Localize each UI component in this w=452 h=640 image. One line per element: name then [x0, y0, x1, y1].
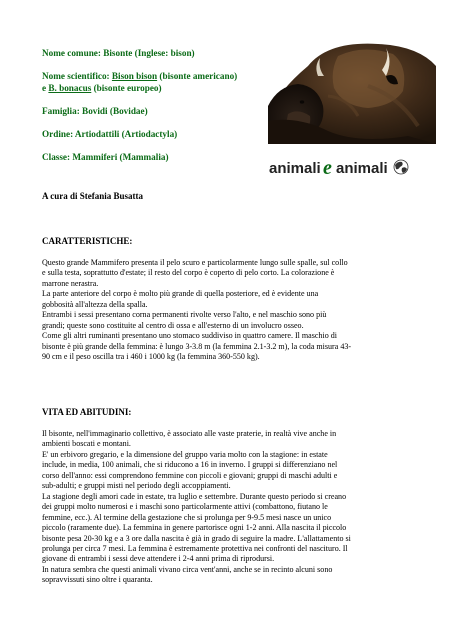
- family: Famiglia: Bovidi (Bovidae): [42, 105, 148, 116]
- text-line: grandi; queste sono costituite al centro di ossa e all'esterno di un involucro osseo.: [42, 320, 304, 330]
- text-line: bisonte pesa 20-30 kg e a 3 ore dalla nascita è già in grado di seguire la madre. L'allattamento si: [42, 533, 351, 543]
- text-line: marrone nerastra.: [42, 278, 99, 288]
- logo-e: e: [323, 157, 332, 178]
- text-line: femmine, ecc.). Al termine della gestazione che si prolunga per 9-9.5 mesi nasce un unico: [42, 512, 332, 522]
- text-line: bisonte è più grande della femmina: è lungo 3-3.8 m (la femmina 2.1-3.2 m), la coda misura 43-: [42, 341, 352, 351]
- bison-illustration: [268, 36, 436, 144]
- text-line: Entrambi i sessi presentano corna permanenti rivolte verso l'alto, e nel maschio sono più: [42, 310, 327, 320]
- text-line: include, in media, 100 animali, che si riducono a 16 in inverno. I gruppi si differenziano nel: [42, 460, 338, 470]
- logo-word-2: animali: [336, 160, 388, 177]
- text-line: 90 cm e il peso oscilla tra i 460 i 1000 kg (la femmina 360-550 kg).: [42, 352, 260, 362]
- taxonomy-block: [42, 48, 282, 164]
- text-line: In natura sembra che questi animali vivano circa vent'anni, anche se in recinto alcuni sono: [42, 564, 333, 574]
- bison-photo: [268, 36, 436, 144]
- b-bonacus-link[interactable]: B. bonacus: [48, 82, 92, 93]
- caratteristiche-body: [42, 258, 412, 363]
- section-title-caratteristiche: CARATTERISTICHE:: [42, 236, 133, 246]
- vita-body: [42, 429, 412, 586]
- text-line: e sulla testa, soprattutto d'estate; il resto del corpo è coperto di pelo corto. La colorazione è: [42, 268, 335, 278]
- class: Classe: Mammiferi (Mammalia): [42, 151, 169, 162]
- logo-word-1: animali: [269, 160, 321, 177]
- bison-bison-link[interactable]: Bison bison: [111, 71, 158, 82]
- common-name: Nome comune: Bisonte (Inglese: bison): [42, 48, 195, 58]
- globe-icon: [394, 160, 408, 174]
- text-line: E' un erbivoro gregario, e la dimensione del gruppo varia molto con la stagione: in estate: [42, 449, 328, 459]
- text-line: piccolo (raramente due). La femmina in genere partorisce ogni 1-2 anni. Alla nascita il piccolo: [42, 523, 347, 533]
- order: Ordine: Artiodattili (Artiodactyla): [42, 128, 178, 139]
- text-line: La parte anteriore del corpo è molto più grande di quella posteriore, ed è evidente una: [42, 289, 319, 299]
- text-line: giovane di entrambi i sessi deve attendere i 2-4 anni prima di riprodursi.: [42, 554, 275, 564]
- text-line: corso dell'anno: essi comprendono femmine con piccoli e giovani; gruppi di maschi adulti e: [42, 470, 338, 480]
- text-line: ambienti boscati e montani.: [42, 439, 131, 449]
- scientific-name: Nome scientifico: Bison bison (bisonte americano) e B. bonacus (bisonte europeo): [42, 71, 238, 93]
- text-line: Come gli altri ruminanti presentano uno stomaco suddiviso in quattro camere. Il maschio di: [42, 331, 337, 341]
- text-line: La stagione degli amori cade in estate, tra luglio e settembre. Durante questo periodo si creano: [42, 491, 347, 501]
- text-line: sub-adulti; e gruppi misti nel periodo degli accoppiamenti.: [42, 481, 231, 491]
- text-line: Questo grande Mammifero presenta il pelo scuro e particolarmente lungo sulle spalle, sul collo: [42, 258, 348, 267]
- text-line: Il bisonte, nell'immaginario collettivo, è associato alle vaste praterie, in realtà vive anche in: [42, 429, 337, 438]
- animali-e-animali-logo[interactable]: [268, 156, 418, 178]
- logo-graphic: [268, 156, 418, 178]
- text-line: sopravvissuti sino oltre i quaranta.: [42, 575, 153, 585]
- section-title-vita: VITA ED ABITUDINI:: [42, 407, 132, 417]
- text-line: dei gruppi molto numerosi e i maschi sono particolarmente attivi (combattono, fiutano le: [42, 502, 328, 512]
- text-line: gobbosità all'altezza della spalla.: [42, 299, 148, 309]
- text-line: prolunga per circa 7 mesi. La femmina è estremamente protettiva nei confronti del nascituro. Il: [42, 543, 348, 553]
- curator-credit: A cura di Stefania Busatta: [42, 191, 144, 201]
